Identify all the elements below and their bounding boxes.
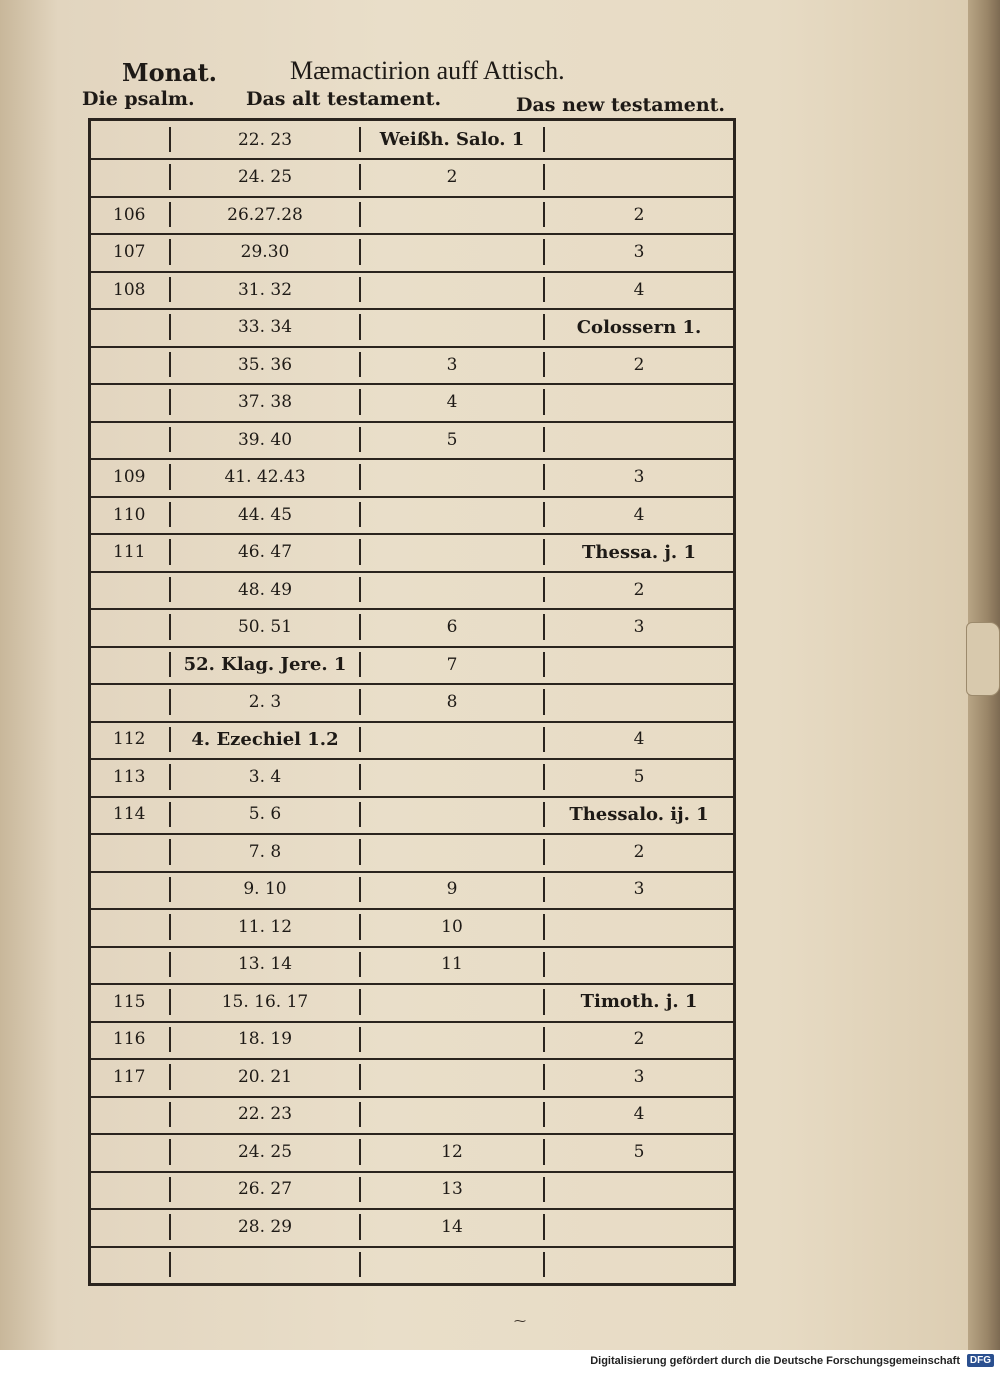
old-testament-cell: 37. 38 <box>237 392 293 413</box>
old-testament-second-cell <box>359 533 545 570</box>
new-testament-cell: 2 <box>633 579 645 600</box>
table-row <box>91 1058 733 1097</box>
psalm-cell <box>95 646 165 683</box>
catchword-mark: ⁓ <box>514 1314 526 1328</box>
old-testament-second-cell <box>359 1058 545 1095</box>
table-row <box>91 496 733 535</box>
column-divider <box>543 689 545 714</box>
column-header-psalm: Die psalm. <box>82 88 195 110</box>
new-testament-cell: 5 <box>633 766 645 787</box>
old-testament-second-cell: 6 <box>446 617 458 638</box>
column-divider <box>359 1252 361 1277</box>
table-row <box>91 121 733 160</box>
table-row <box>91 608 733 647</box>
table-row <box>91 1246 733 1283</box>
old-testament-second-cell <box>359 496 545 533</box>
psalm-cell <box>95 383 165 420</box>
psalm-cell: 107 <box>113 242 146 263</box>
table-row <box>91 796 733 835</box>
column-divider <box>169 877 171 902</box>
table-row <box>91 908 733 947</box>
old-testament-second-cell: Weißh. Salo. 1 <box>379 129 525 151</box>
psalm-cell <box>95 421 165 458</box>
old-testament-cell: 4. Ezechiel 1.2 <box>191 728 339 750</box>
column-divider <box>359 202 361 227</box>
column-divider <box>543 164 545 189</box>
old-testament-second-cell <box>359 233 545 270</box>
column-divider <box>543 952 545 977</box>
new-testament-cell: 3 <box>633 617 645 638</box>
column-divider <box>543 1214 545 1239</box>
column-divider <box>359 914 361 939</box>
new-testament-cell: Colossern 1. <box>576 316 702 338</box>
column-divider <box>543 1027 545 1052</box>
old-testament-second-cell <box>359 833 545 870</box>
psalm-cell <box>95 1246 165 1283</box>
table-row <box>91 383 733 422</box>
column-divider <box>359 352 361 377</box>
new-testament-cell: 4 <box>633 729 645 750</box>
old-testament-cell: 5. 6 <box>248 804 282 825</box>
old-testament-second-cell: 13 <box>441 1179 463 1200</box>
column-divider <box>169 202 171 227</box>
column-divider <box>359 427 361 452</box>
column-divider <box>359 1139 361 1164</box>
table-row <box>91 271 733 310</box>
psalm-cell: 115 <box>113 991 146 1012</box>
old-testament-cell: 11. 12 <box>237 916 293 937</box>
column-divider <box>169 1139 171 1164</box>
new-testament-cell <box>545 421 733 458</box>
column-divider <box>169 1027 171 1052</box>
new-testament-cell <box>545 908 733 945</box>
table-row <box>91 946 733 985</box>
old-testament-second-cell: 7 <box>446 654 458 675</box>
old-testament-second-cell: 2 <box>446 167 458 188</box>
page-tab <box>966 622 1000 696</box>
psalm-cell <box>95 121 165 158</box>
column-divider <box>359 539 361 564</box>
old-testament-second-cell <box>359 271 545 308</box>
new-testament-cell <box>545 646 733 683</box>
old-testament-cell: 20. 21 <box>237 1066 293 1087</box>
psalm-cell <box>95 571 165 608</box>
column-divider <box>543 1177 545 1202</box>
new-testament-cell: 2 <box>633 841 645 862</box>
column-divider <box>169 614 171 639</box>
old-testament-cell: 50. 51 <box>237 617 293 638</box>
new-testament-cell <box>545 946 733 983</box>
psalm-cell <box>95 1096 165 1133</box>
column-divider <box>543 914 545 939</box>
column-divider <box>359 1064 361 1089</box>
column-divider <box>169 464 171 489</box>
new-testament-cell <box>545 1246 733 1283</box>
new-testament-cell: 4 <box>633 279 645 300</box>
psalm-cell <box>95 1208 165 1245</box>
psalm-cell <box>95 833 165 870</box>
column-divider <box>169 577 171 602</box>
table-row <box>91 458 733 497</box>
new-testament-cell <box>545 383 733 420</box>
column-divider <box>359 839 361 864</box>
psalm-cell: 110 <box>113 504 146 525</box>
psalm-cell <box>95 871 165 908</box>
old-testament-second-cell <box>359 983 545 1020</box>
column-divider <box>169 802 171 827</box>
table-row <box>91 646 733 685</box>
old-testament-second-cell: 11 <box>441 954 463 975</box>
old-testament-cell: 48. 49 <box>237 579 293 600</box>
table-row <box>91 196 733 235</box>
new-testament-cell: 3 <box>633 879 645 900</box>
column-divider <box>359 127 361 152</box>
psalm-cell <box>95 946 165 983</box>
psalm-cell <box>95 1171 165 1208</box>
column-divider <box>359 577 361 602</box>
column-divider <box>169 952 171 977</box>
old-testament-second-cell <box>359 1246 545 1283</box>
column-divider <box>359 1214 361 1239</box>
column-divider <box>543 1139 545 1164</box>
old-testament-cell <box>171 1246 359 1283</box>
column-divider <box>359 689 361 714</box>
column-divider <box>359 652 361 677</box>
column-divider <box>543 877 545 902</box>
table-row <box>91 758 733 797</box>
table-row <box>91 871 733 910</box>
column-divider <box>359 727 361 752</box>
new-testament-cell <box>545 1171 733 1208</box>
column-divider <box>359 614 361 639</box>
new-testament-cell: 4 <box>633 504 645 525</box>
column-divider <box>359 389 361 414</box>
new-testament-cell: 2 <box>633 204 645 225</box>
column-divider <box>169 502 171 527</box>
old-testament-cell: 52. Klag. Jere. 1 <box>183 654 347 675</box>
old-testament-second-cell: 9 <box>446 879 458 900</box>
old-testament-second-cell: 12 <box>441 1141 463 1162</box>
old-testament-cell: 35. 36 <box>237 354 293 375</box>
old-testament-cell: 3. 4 <box>248 766 282 787</box>
old-testament-second-cell: 14 <box>441 1216 463 1237</box>
old-testament-cell: 24. 25 <box>237 1141 293 1162</box>
column-divider <box>543 1064 545 1089</box>
column-divider <box>169 314 171 339</box>
column-divider <box>543 839 545 864</box>
table-row <box>91 683 733 722</box>
column-divider <box>543 652 545 677</box>
table-row <box>91 1171 733 1210</box>
old-testament-second-cell: 10 <box>441 916 463 937</box>
new-testament-cell: 2 <box>633 354 645 375</box>
column-divider <box>543 577 545 602</box>
column-divider <box>169 1177 171 1202</box>
column-divider <box>169 427 171 452</box>
old-testament-second-cell <box>359 196 545 233</box>
table-row <box>91 1133 733 1172</box>
column-divider <box>359 164 361 189</box>
column-divider <box>543 127 545 152</box>
old-testament-cell: 22. 23 <box>237 1104 293 1125</box>
psalm-cell <box>95 158 165 195</box>
old-testament-cell: 7. 8 <box>248 841 282 862</box>
column-divider <box>359 464 361 489</box>
old-testament-cell: 13. 14 <box>237 954 293 975</box>
table-row <box>91 233 733 272</box>
psalm-cell: 116 <box>113 1029 146 1050</box>
old-testament-cell: 26.27.28 <box>227 204 303 225</box>
column-divider <box>359 764 361 789</box>
column-divider <box>543 727 545 752</box>
month-heading: Monat. <box>122 58 218 87</box>
old-testament-cell: 29.30 <box>240 242 290 263</box>
column-divider <box>543 614 545 639</box>
reading-table <box>88 118 736 1286</box>
old-testament-second-cell <box>359 1021 545 1058</box>
new-testament-cell: 3 <box>633 242 645 263</box>
new-testament-cell: Thessa. j. 1 <box>582 541 696 563</box>
old-testament-second-cell <box>359 308 545 345</box>
old-testament-cell: 31. 32 <box>237 279 293 300</box>
column-divider <box>169 277 171 302</box>
psalm-cell: 106 <box>113 204 146 225</box>
old-testament-cell: 41. 42.43 <box>224 467 306 488</box>
column-divider <box>169 727 171 752</box>
column-divider <box>169 1102 171 1127</box>
funding-credit: Digitalisierung gefördert durch die Deutsche Forschungsgemeinschaft <box>590 1355 960 1367</box>
old-testament-cell: 33. 34 <box>237 317 293 338</box>
old-testament-second-cell: 8 <box>446 691 458 712</box>
column-divider <box>543 1102 545 1127</box>
new-testament-cell: 5 <box>633 1141 645 1162</box>
new-testament-cell <box>545 683 733 720</box>
old-testament-second-cell: 5 <box>446 429 458 450</box>
psalm-cell: 108 <box>113 279 146 300</box>
old-testament-cell: 26. 27 <box>237 1179 293 1200</box>
old-testament-cell: 39. 40 <box>237 429 293 450</box>
old-testament-cell: 44. 45 <box>237 504 293 525</box>
psalm-cell <box>95 346 165 383</box>
new-testament-cell <box>545 158 733 195</box>
column-divider <box>543 502 545 527</box>
table-row <box>91 1021 733 1060</box>
column-divider <box>169 764 171 789</box>
column-divider <box>543 764 545 789</box>
table-row <box>91 308 733 347</box>
table-row <box>91 1096 733 1135</box>
column-divider <box>359 1102 361 1127</box>
dfg-logo: DFG <box>967 1354 994 1367</box>
new-testament-cell: 4 <box>633 1104 645 1125</box>
old-testament-cell: 15. 16. 17 <box>221 991 309 1012</box>
old-testament-cell: 22. 23 <box>237 129 293 150</box>
column-divider <box>543 389 545 414</box>
new-testament-cell: 3 <box>633 467 645 488</box>
footer-bar <box>0 1350 1000 1374</box>
greek-month-title: Mæmactirion auff Attisch. <box>290 56 565 85</box>
column-divider <box>543 427 545 452</box>
new-testament-cell: Timoth. j. 1 <box>580 991 698 1013</box>
column-divider <box>169 914 171 939</box>
column-divider <box>543 202 545 227</box>
column-divider <box>359 952 361 977</box>
column-header-old-testament: Das alt testament. <box>246 88 442 110</box>
table-row <box>91 721 733 760</box>
column-divider <box>169 239 171 264</box>
psalm-cell: 114 <box>113 804 146 825</box>
old-testament-cell: 46. 47 <box>237 542 293 563</box>
column-divider <box>169 389 171 414</box>
table-row <box>91 533 733 572</box>
psalm-cell <box>95 308 165 345</box>
old-testament-second-cell <box>359 458 545 495</box>
column-divider <box>169 164 171 189</box>
old-testament-cell: 28. 29 <box>237 1216 293 1237</box>
table-row <box>91 571 733 610</box>
old-testament-second-cell <box>359 571 545 608</box>
psalm-cell <box>95 608 165 645</box>
column-divider <box>543 802 545 827</box>
psalm-cell: 112 <box>113 729 146 750</box>
column-divider <box>359 1027 361 1052</box>
new-testament-cell: Thessalo. ij. 1 <box>569 803 709 825</box>
column-divider <box>543 239 545 264</box>
column-divider <box>359 314 361 339</box>
psalm-cell <box>95 683 165 720</box>
column-divider <box>169 539 171 564</box>
column-divider <box>359 239 361 264</box>
column-divider <box>543 1252 545 1277</box>
old-testament-second-cell: 4 <box>446 392 458 413</box>
column-divider <box>169 689 171 714</box>
new-testament-cell: 3 <box>633 1066 645 1087</box>
psalm-cell: 109 <box>113 467 146 488</box>
old-testament-second-cell: 3 <box>446 354 458 375</box>
new-testament-cell <box>545 1208 733 1245</box>
column-divider <box>359 877 361 902</box>
table-row <box>91 833 733 872</box>
column-divider <box>543 352 545 377</box>
column-divider <box>169 352 171 377</box>
column-divider <box>169 839 171 864</box>
table-row <box>91 421 733 460</box>
column-divider <box>359 802 361 827</box>
column-divider <box>359 1177 361 1202</box>
old-testament-second-cell <box>359 721 545 758</box>
old-testament-cell: 2. 3 <box>248 691 282 712</box>
column-divider <box>169 127 171 152</box>
table-row <box>91 1208 733 1247</box>
psalm-cell: 113 <box>113 766 146 787</box>
new-testament-cell: 2 <box>633 1029 645 1050</box>
column-divider <box>543 277 545 302</box>
table-row <box>91 158 733 197</box>
column-divider <box>169 1252 171 1277</box>
old-testament-cell: 18. 19 <box>237 1029 293 1050</box>
column-divider <box>359 277 361 302</box>
column-divider <box>543 464 545 489</box>
column-divider <box>543 989 545 1014</box>
column-divider <box>169 652 171 677</box>
old-testament-second-cell <box>359 758 545 795</box>
old-testament-second-cell <box>359 796 545 833</box>
column-header-new-testament: Das new testament. <box>516 94 726 116</box>
new-testament-cell <box>545 121 733 158</box>
old-testament-cell: 9. 10 <box>243 879 287 900</box>
table-row <box>91 346 733 385</box>
column-divider <box>359 502 361 527</box>
column-divider <box>543 539 545 564</box>
psalm-cell <box>95 908 165 945</box>
column-divider <box>169 989 171 1014</box>
column-divider <box>359 989 361 1014</box>
psalm-cell: 117 <box>113 1066 146 1087</box>
old-testament-cell: 24. 25 <box>237 167 293 188</box>
psalm-cell <box>95 1133 165 1170</box>
column-divider <box>169 1064 171 1089</box>
column-divider <box>169 1214 171 1239</box>
column-divider <box>543 314 545 339</box>
psalm-cell: 111 <box>113 542 146 563</box>
old-testament-second-cell <box>359 1096 545 1133</box>
table-row <box>91 983 733 1022</box>
